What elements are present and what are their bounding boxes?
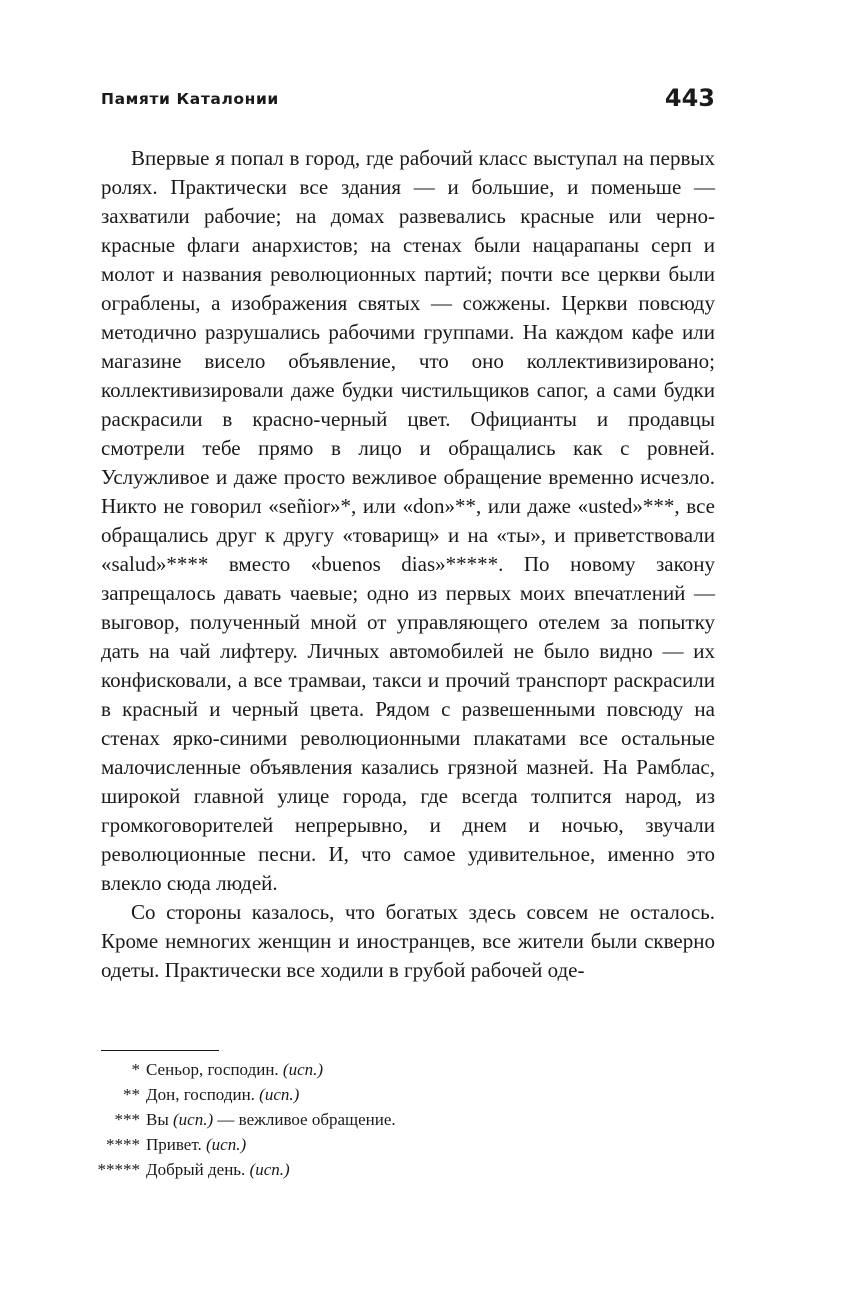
footnotes xyxy=(97,1057,715,1182)
main-text xyxy=(101,144,715,985)
footnote-text xyxy=(146,1082,299,1107)
footnote-2 xyxy=(101,1082,715,1107)
page-number: 443 xyxy=(664,84,715,112)
footnote-1 xyxy=(101,1057,715,1082)
footnote-language-note: (исп.) xyxy=(259,1085,300,1104)
paragraph-2: Со стороны казалось, что богатых здесь совсем не осталось. Кроме немногих женщин и иностранцев, все жители были скверно одеты. Практически все ходили в грубой рабочей оде- xyxy=(101,900,715,982)
footnote-4 xyxy=(101,1132,715,1157)
footnote-text xyxy=(146,1132,246,1157)
footnote-gloss: Вы xyxy=(146,1110,169,1129)
footnote-text xyxy=(146,1107,396,1132)
footnote-mark: **** xyxy=(106,1135,140,1154)
footnote-mark: *** xyxy=(114,1110,140,1129)
footnote-text xyxy=(146,1157,290,1182)
footnote-gloss: Сеньор, господин. xyxy=(146,1060,279,1079)
footnote-text xyxy=(146,1057,323,1082)
footnote-mark: ***** xyxy=(97,1160,140,1179)
footnote-mark: ** xyxy=(123,1085,140,1104)
paragraph-1: Впервые я попал в город, где рабочий класс выступал на первых ролях. Практически все здания — и большие, и поменьше — захватили рабочие; на домах развевались красные или черно-красные флаги анархистов; на стенах были нацарапаны серп и молот и названия революционных партий; почти все церкви были ограблены, а изображения святых — сожжены. Церкви повсюду методично разрушались рабочими группами. На каждом кафе или магазине висело объявление, что оно коллективизировано; коллективизировали даже будки чистильщиков сапог, а сами будки раскрасили в красно-черный цвет. Официанты и продавцы смотрели тебе прямо в лицо и обращались как с ровней. Услужливое и даже просто вежливое обращение временно исчезло. Никто не говорил «señior»*, или «don»**, или даже «usted»***, все обращались друг к другу «товарищ» и на «ты», и приветствовали «salud»**** вместо «buenos dias»*****. По новому закону запрещалось давать чаевые; одно из первых моих впечатлений — выговор, полученный мной от управляющего отелем за попытку дать на чай лифтеру. Личных автомобилей не было видно — их конфисковали, а все трамваи, такси и прочий транспорт раскрасили в красный и черный цвета. Рядом с развешенными повсюду на стенах ярко-синими революционными плакатами все остальные малочисленные объявления казались грязной мазней. На Рамблас, широкой главной улице города, где всегда толпится народ, из громкоговорителей непрерывно, и днем и ночью, звучали революционные песни. И, что самое удивительное, именно это влекло сюда людей. xyxy=(101,146,715,895)
footnote-mark: * xyxy=(131,1060,140,1079)
footnote-rule xyxy=(101,1050,219,1051)
footnote-language-note: (исп.) xyxy=(173,1110,214,1129)
footnote-language-note: (исп.) xyxy=(206,1135,247,1154)
footnote-gloss: Добрый день. xyxy=(146,1160,246,1179)
footnote-language-note: (исп.) xyxy=(282,1060,324,1079)
footnote-language-note: (исп.) xyxy=(249,1160,290,1179)
footnote-tail: — вежливое обращение. xyxy=(217,1110,396,1129)
footnote-5 xyxy=(97,1157,715,1182)
footnote-3 xyxy=(101,1107,715,1132)
footnote-gloss: Дон, господин. xyxy=(146,1085,255,1104)
running-title: Памяти Каталонии xyxy=(101,90,279,108)
footnote-gloss: Привет. xyxy=(146,1135,202,1154)
page-header xyxy=(101,84,715,118)
